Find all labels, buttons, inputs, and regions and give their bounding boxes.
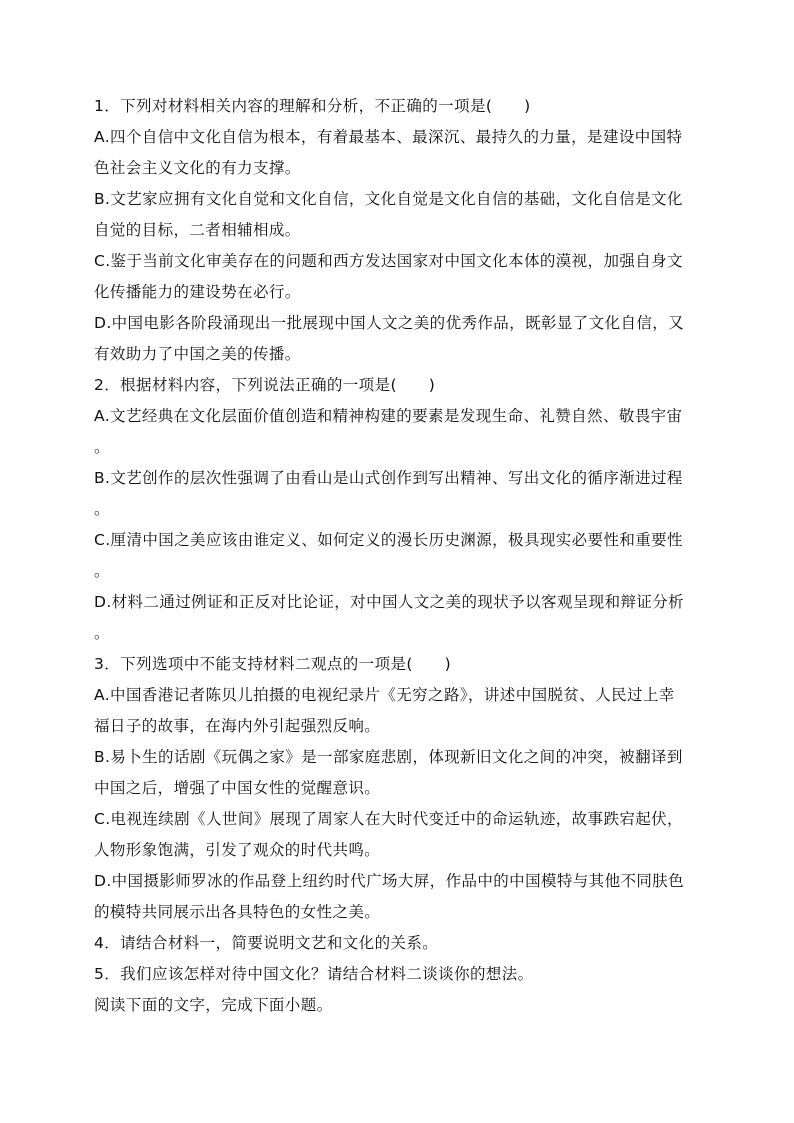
question-2-option-b: B.文艺创作的层次性强调了由看山是山式创作到写出精神、写出文化的循序渐进过程 (94, 469, 683, 487)
question-3-option-a: A.中国香港记者陈贝儿拍摄的电视纪录片《无穷之路》，讲述中国脱贫、人民过上幸 (94, 686, 675, 704)
question-3-option-c-cont: 人物形象饱满，引发了观众的时代共鸣。 (94, 841, 381, 859)
question-1-option-d-cont: 有效助力了中国之美的传播。 (94, 345, 301, 363)
question-3-option-d: D.中国摄影师罗冰的作品登上纽约时代广场大屏，作品中的中国模特与其他不同肤色 (94, 872, 685, 890)
question-1-option-b-cont: 自觉的目标，二者相辅相成。 (94, 221, 301, 239)
question-5-stem: 5．我们应该怎样对待中国文化？请结合材料二谈谈你的想法。 (94, 965, 534, 983)
question-3-option-c: C.电视连续剧《人世间》展现了周家人在大时代变迁中的命运轨迹，故事跌宕起伏， (94, 810, 683, 828)
question-2-option-d-cont: 。 (94, 624, 110, 642)
question-1-option-b: B.文艺家应拥有文化自觉和文化自信，文化自觉是文化自信的基础，文化自信是文化 (94, 190, 683, 208)
question-2-option-a-cont: 。 (94, 438, 110, 456)
question-3-option-a-cont: 福日子的故事，在海内外引起强烈反响。 (94, 717, 381, 735)
document-page (94, 91, 698, 1021)
question-1-option-c-cont: 化传播能力的建设势在必行。 (94, 283, 301, 301)
question-3-option-b: B.易卜生的话剧《玩偶之家》是一部家庭悲剧，体现新旧文化之间的冲突，被翻译到 (94, 748, 683, 766)
question-3-option-d-cont: 的模特共同展示出各具特色的女性之美。 (94, 903, 381, 921)
question-2-option-a: A.文艺经典在文化层面价值创造和精神构建的要素是发现生命、礼赞自然、敬畏宇宙 (94, 407, 683, 425)
question-1-option-a-cont: 色社会主义文化的有力支撑。 (94, 159, 301, 177)
question-2-option-d: D.材料二通过例证和正反对比论证，对中国人文之美的现状予以客观呈现和辩证分析 (94, 593, 685, 611)
question-1-option-a: A.四个自信中文化自信为根本，有着最基本、最深沉、最持久的力量，是建设中国特 (94, 128, 683, 146)
question-2-stem: 2．根据材料内容，下列说法正确的一项是( ) (94, 376, 436, 394)
question-2-option-c: C.厘清中国之美应该由谁定义、如何定义的漫长历史渊源，极具现实必要性和重要性 (94, 531, 683, 549)
question-3-option-b-cont: 中国之后，增强了中国女性的觉醒意识。 (94, 779, 381, 797)
question-2-option-b-cont: 。 (94, 500, 110, 518)
question-1-option-c: C.鉴于当前文化审美存在的问题和西方发达国家对中国文化本体的漠视，加强自身文 (94, 252, 683, 270)
question-2-option-c-cont: 。 (94, 562, 110, 580)
question-1-option-d: D.中国电影各阶段涌现出一批展现中国人文之美的优秀作品，既彰显了文化自信，又 (94, 314, 685, 332)
question-1-stem: 1．下列对材料相关内容的理解和分析，不正确的一项是( ) (94, 97, 531, 115)
question-4-stem: 4．请结合材料一，简要说明文艺和文化的关系。 (94, 934, 439, 952)
reading-instruction: 阅读下面的文字，完成下面小题。 (94, 996, 333, 1014)
question-3-stem: 3．下列选项中不能支持材料二观点的一项是( ) (94, 655, 452, 673)
